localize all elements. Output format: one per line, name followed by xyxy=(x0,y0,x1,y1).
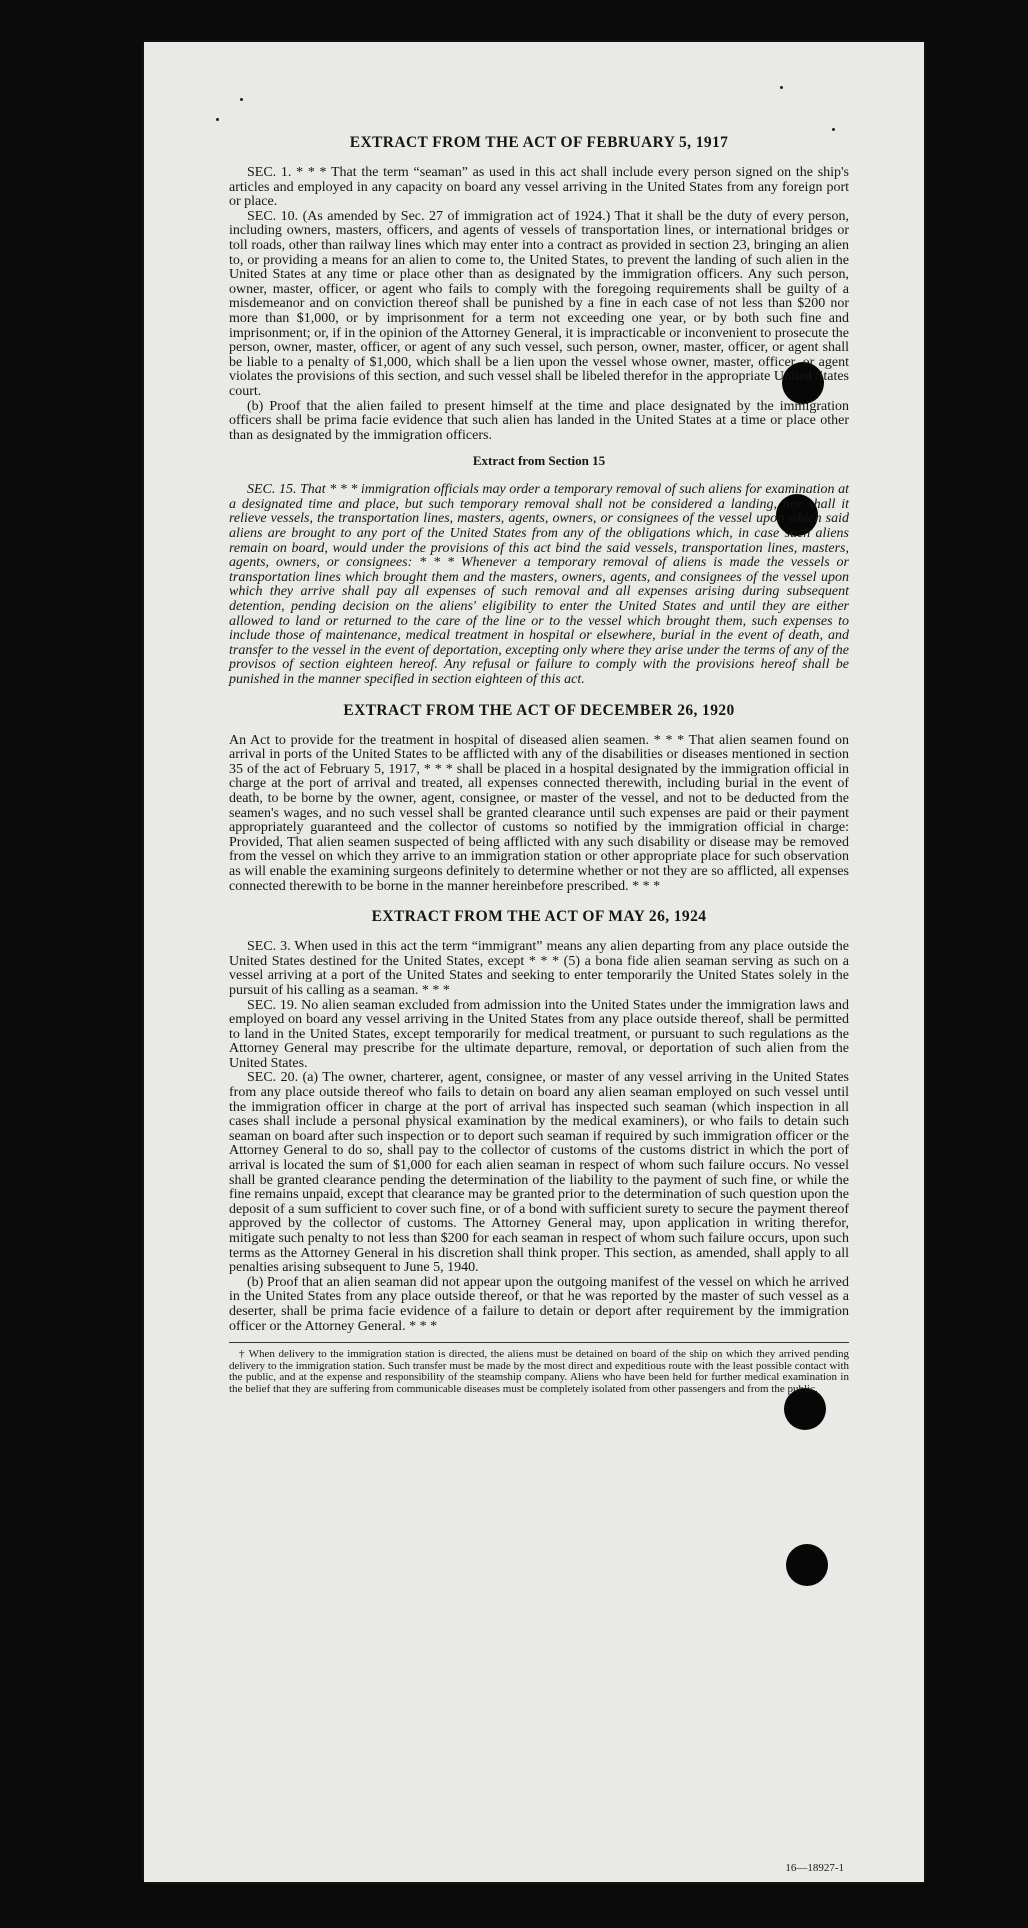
paragraph-1920: An Act to provide for the treatment in hospital of diseased alien seamen. * * * That alien seamen found on arrival in ports of the United States to be afflicted with any of the disabilities or diseases mentioned in section 35 of the act of February 5, 1917, * * * shall be placed in a hospital designated by the immigration official in charge at the port of arrival and treated, all expenses connected therewith, including burial in the event of death, to be borne by the owner, agent, consignee, or master of the vessel, and not to be deducted from the seamen's wages, and no such vessel shall be granted clearance until such expenses are paid or their payment appropriately guaranteed and the collector of customs so notified by the immigration official in charge: Provided, That alien seamen suspected of being afflicted with any such disability or disease may be removed from the vessel on which they arrive to an immigration station or other appropriate place for such observation as will enable the examining surgeons definitely to determine whether or not they are so afflicted, all expenses connected therewith to be borne in the manner hereinbefore prescribed. * * * xyxy=(229,732,849,894)
paragraph-1917-sec1: SEC. 1. * * * That the term “seaman” as used in this act shall include every person signed on the ship's articles and employed in any capacity on board any vessel arriving in the United States from any foreign port or place. xyxy=(229,165,849,210)
heading-act-1920: EXTRACT FROM THE ACT OF DECEMBER 26, 1920 xyxy=(343,701,735,719)
paragraph-1917-proof: (b) Proof that the alien failed to present himself at the time and place designated by the immigration officers shall be prima facie evidence that such alien has landed in the United States at a time or place other than as designated by the immigration officers. xyxy=(229,398,849,443)
paper-speck xyxy=(832,128,835,131)
paper-speck xyxy=(240,98,243,101)
heading-act-1917: EXTRACT FROM THE ACT OF FEBRUARY 5, 1917 xyxy=(349,134,729,151)
paragraph-1924-sec19: SEC. 19. No alien seaman excluded from admission into the United States under the immigration laws and employed on board any vessel arriving in the United States from any place outside thereof, shall be permitted to land in the United States, except temporarily for medical treatment, or pursuant to such regulations as the Attorney General may prescribe for the ultimate departure, removal, or deportation of such alien from the United States. xyxy=(229,997,849,1071)
paragraph-1924-sec3: SEC. 3. When used in this act the term “immigrant” means any alien departing from any place outside the United States destined for the United States, except * * * (5) a bona fide alien seaman serving as such on a vessel arriving at a port of the United States and seeking to enter temporarily the United States solely in the pursuit of his calling as a seaman. * * * xyxy=(229,939,849,998)
form-number: 16—18927-1 xyxy=(785,1862,844,1874)
document-page xyxy=(144,42,924,1882)
text-column xyxy=(229,134,849,1396)
paper-speck xyxy=(780,86,783,89)
paragraph-1924-sec20b: (b) Proof that an alien seaman did not appear upon the outgoing manifest of the vessel on which he arrived in the United States from any place outside thereof, or that he was reported by the master of such vessel as a deserter, shall be prima facie evidence of a failure to detain or deport after requirement by the immigration officer or the Attorney General. * * * xyxy=(229,1274,849,1334)
footnote-text: † When delivery to the immigration station is directed, the aliens must be detained on board of the ship on which they arrived pending delivery to the immigration station. Such transfer must be made by the most direct and expeditious route with the least possible contact with the public, and at the expense and responsibility of the steamship company. Aliens who have been held for further medical examination in the belief that they are suffering from communicable diseases must be completely isolated from other passengers and from the public. xyxy=(229,1348,849,1395)
paragraph-1924-sec20a: SEC. 20. (a) The owner, charterer, agent, consignee, or master of any vessel arriving in the United States from any place outside thereof who fails to detain on board any alien seaman employed on such vessel until the immigration officer in charge at the port of arrival has inspected such seaman (which inspection in all cases shall include a personal physical examination by the medical examiners), or who fails to detain such seaman on board after such inspection or to deport such seaman if required by such immigration officer or the Attorney General to do so, shall pay to the collector of customs of the customs district in which the port of arrival is located the sum of $1,000 for each alien seaman in respect of whom such failure occurs. No vessel shall be granted clearance pending the determination of the liability to the payment of such fine, or while the fine remains unpaid, except that clearance may be granted prior to the determination of such question upon the deposit of a sum sufficient to cover such fine, or of a bond with sufficient surety to secure the payment thereof approved by the collector of customs. The Attorney General may, upon application in writing therefor, mitigate such penalty to not less than $200 for each seaman in respect of whom such failure occurs, upon such terms as the Attorney General in his discretion shall think proper. This section, as amended, shall apply to all penalties arising subsequent to June 5, 1940. xyxy=(229,1070,849,1276)
paragraph-1917-sec10: SEC. 10. (As amended by Sec. 27 of immigration act of 1924.) That it shall be the duty of every person, including owners, masters, officers, and agents of vessels of transportation lines, or international bridges or toll roads, other than railway lines which may enter into a contract as provided in section 23, bringing an alien to, or providing a means for an alien to come to, the United States, to prevent the landing of such alien in the United States at any time or place other than as designated by the immigration officers. Any such person, owner, master, officer, or agent who fails to comply with the foregoing requirements shall be guilty of a misdemeanor and on conviction thereof shall be punished by a fine in each case of not less than $200 nor more than $1,000, or by imprisonment for a term not exceeding one year, or by both such fine and imprisonment; or, if in the opinion of the Attorney General, it is impracticable or inconvenient to prosecute the person, owner, master, officer, or agent of any such vessel, such person, owner, master, officer, or agent shall be liable to a penalty of $1,000, which shall be a lien upon the vessel whose owner, master, officer, or agent violates the provisions of this section, and such vessel shall be libeled therefor in the appropriate United States court. xyxy=(229,208,849,399)
heading-section-15: Extract from Section 15 xyxy=(472,453,606,469)
heading-act-1924: EXTRACT FROM THE ACT OF MAY 26, 1924 xyxy=(371,908,707,926)
paragraph-sec15: SEC. 15. That * * * immigration officials may order a temporary removal of such aliens for examination at a designated time and place, but such temporary removal shall not be considered a landing, nor shall it relieve vessels, the transportation lines, masters, agents, owners, or consignees of the vessel upon which said aliens are brought to any port of the United States from any of the obligations which, in case such aliens remain on board, would under the provisions of this act bind the said vessels, transportation lines, masters, agents, owners, or consignees: * * * Whenever a temporary removal of aliens is made the vessels or transportation lines which brought them and the masters, owners, agents, and consignees of the vessel upon which they arrive shall pay all expenses of such removal and all expenses arising during subsequent detention, pending decision on the aliens' eligibility to enter the United States and until they are either allowed to land or returned to the care of the line or to the vessel which brought them, such expenses to include those of maintenance, medical treatment in hospital or elsewhere, burial in the event of death, and transfer to the vessel in the event of deportation, excepting only where they arise under the terms of any of the provisos of section eighteen hereof. Any refusal or failure to comply with the provisions hereof shall be punished in the manner specified in section eighteen of this act. xyxy=(229,482,849,687)
footnote xyxy=(229,1349,849,1395)
footnote-rule xyxy=(229,1342,849,1343)
punch-hole xyxy=(786,1544,828,1586)
paper-speck xyxy=(216,118,219,121)
